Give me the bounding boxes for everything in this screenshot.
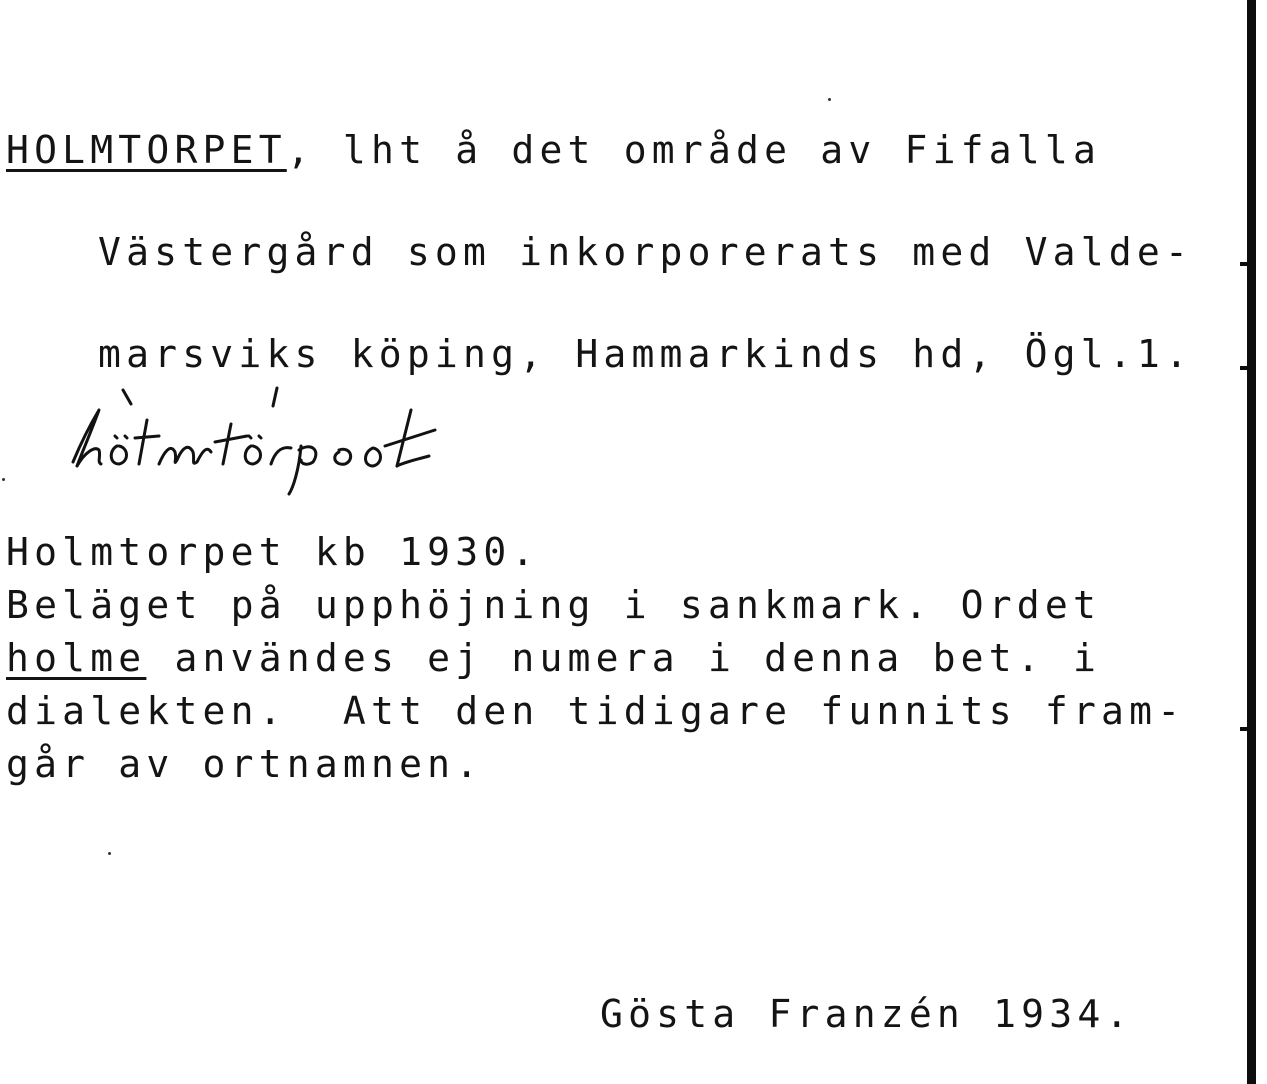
scan-speck [108,852,111,855]
headword: HOLMTORPET [6,128,287,172]
heading-line-1-text: , lht å det område av Fifalla [286,128,1102,172]
heading-line-1 [6,128,1101,172]
scan-speck [828,98,831,101]
heading-line-2: Västergård som inkorporerats med Valde- [98,230,1194,274]
handwritten-pronunciation [55,380,525,500]
card-edge-border [1247,0,1256,1084]
body-line-5: går av ortnamnen. [6,742,484,786]
body-line-4: dialekten. Att den tidigare funnits fram- [6,689,1186,733]
scan-speck [2,478,5,481]
body-line-2: Beläget på upphöjning i sankmark. Ordet [6,583,1102,627]
edge-tick [1240,366,1254,370]
body-line-3-text: användes ej numera i denna bet. i [146,636,1102,680]
edge-tick [1240,727,1254,731]
body-line-3 [6,636,1101,680]
edge-tick [1240,262,1254,266]
signature: Gösta Franzén 1934. [600,992,1134,1036]
body-line-1: Holmtorpet kb 1930. [6,530,540,574]
heading-line-3: marsviks köping, Hammarkinds hd, Ögl.1. [98,332,1194,376]
underlined-word: holme [6,636,147,680]
